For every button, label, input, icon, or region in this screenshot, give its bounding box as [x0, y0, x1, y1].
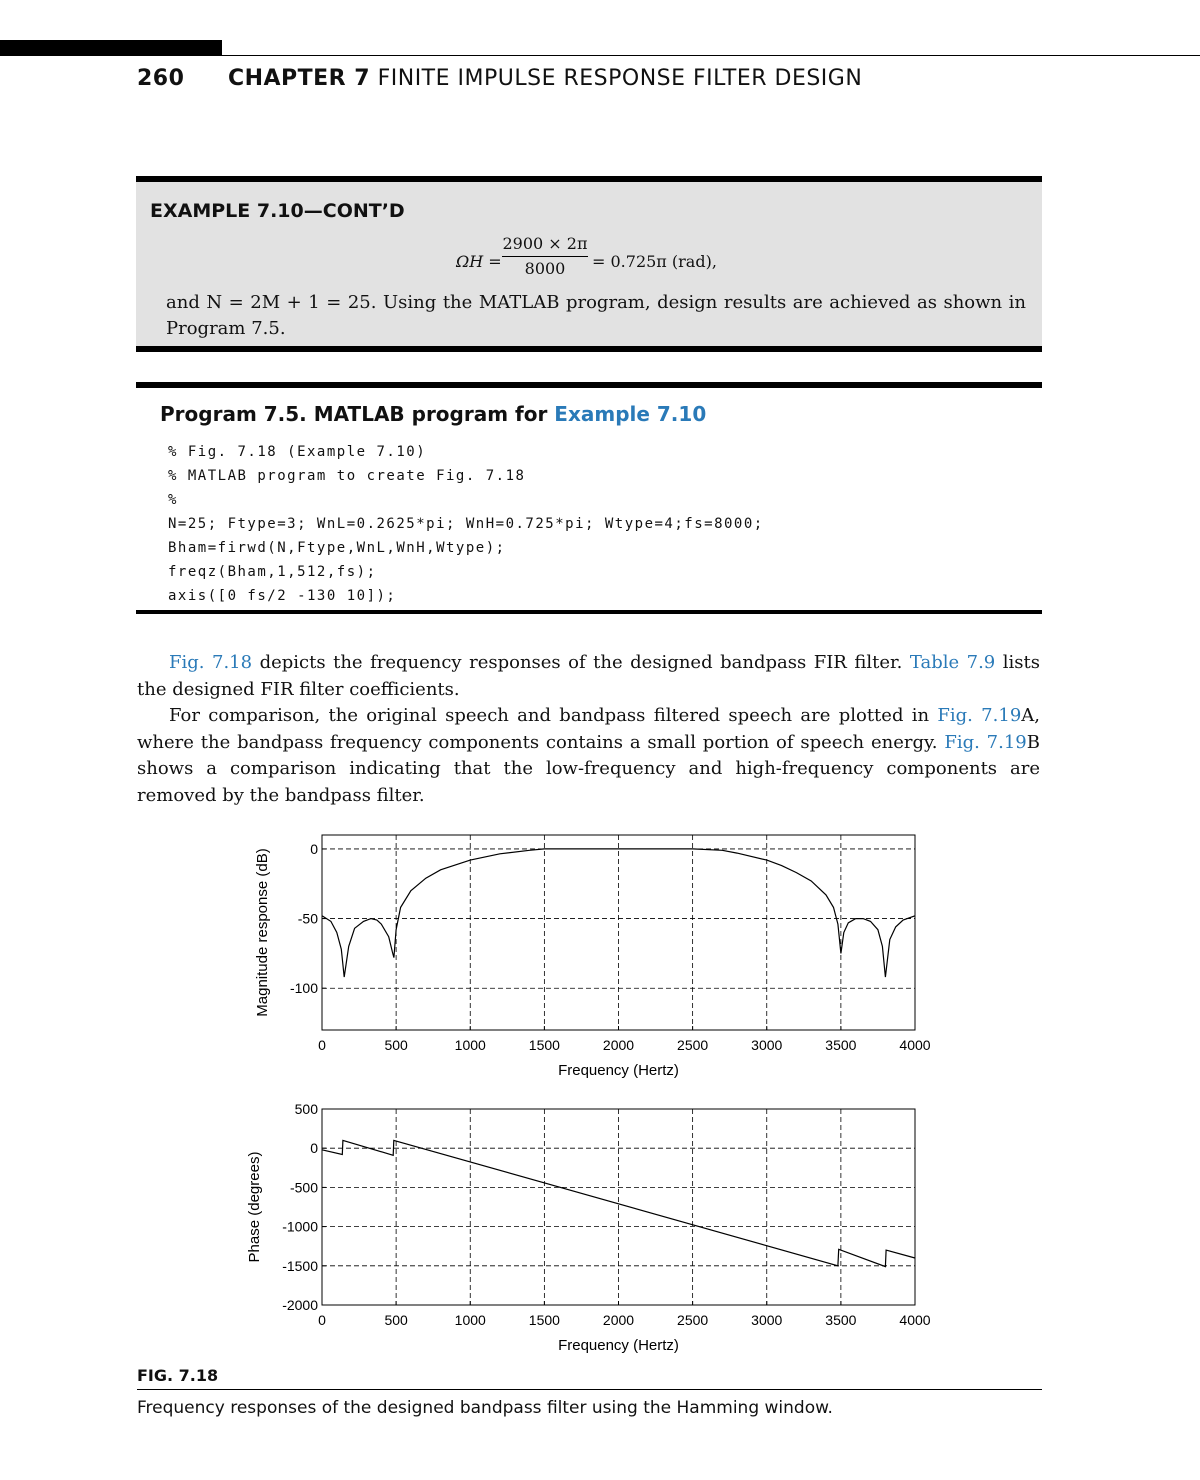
- x-tick-label: 0: [318, 1312, 326, 1328]
- chapter-title: FINITE IMPULSE RESPONSE FILTER DESIGN: [377, 66, 863, 91]
- x-tick-label: 4000: [899, 1037, 931, 1053]
- example-title: EXAMPLE 7.10—CONT’D: [150, 200, 405, 222]
- y-tick-label: -1500: [282, 1257, 318, 1274]
- plot-frame: [322, 835, 915, 1030]
- x-tick-label: 2000: [602, 1037, 635, 1053]
- x-tick-label: 1000: [454, 1312, 486, 1328]
- example-text: and N = 2M + 1 = 25. Using the MATLAB program, design results are achieved as shown in Program 7.5.: [166, 292, 1026, 339]
- x-tick-label: 1000: [454, 1037, 486, 1053]
- equation-lhs: ΩH =: [456, 252, 502, 271]
- equation-numerator: 2900 × 2π: [502, 234, 588, 257]
- y-tick-label: -1000: [282, 1218, 318, 1235]
- figure-label: FIG. 7.18: [137, 1366, 219, 1385]
- equation-denominator: 8000: [524, 259, 566, 278]
- x-tick-label: 500: [384, 1037, 408, 1053]
- header-rule: [222, 55, 1200, 56]
- paragraph-2: [137, 703, 1040, 809]
- paragraph-text: B shows a comparison indicating that the low-frequency and high-frequency components are removed by the bandpass filter.: [137, 731, 1040, 806]
- figure-caption: Frequency responses of the designed bandpass filter using the Hamming window.: [137, 1398, 833, 1418]
- y-tick-label: 0: [310, 1140, 318, 1157]
- y-tick-label: -2000: [282, 1297, 318, 1313]
- matlab-code: % Fig. 7.18 (Example 7.10) % MATLAB program to create Fig. 7.18 % N=25; Ftype=3; WnL=0.2625*pi; WnH=0.725*pi; Wtype=4;fs=8000; Bham=firwd(N,Ftype,WnL,WnH,Wtype); freqz(Bham,1,512,fs); axis([0 fs/2 -130 10]);: [168, 444, 764, 604]
- y-axis-label: Magnitude response (dB): [254, 848, 271, 1017]
- y-axis-label: Phase (degrees): [246, 1151, 263, 1263]
- paragraph-text: A, where the bandpass frequency components contains a small portion of speech energy.: [137, 705, 1040, 753]
- y-tick-label: 500: [294, 1101, 318, 1117]
- y-tick-label: -100: [289, 980, 318, 997]
- program-title: [160, 402, 706, 426]
- table-link[interactable]: Table 7.9: [909, 652, 996, 673]
- x-tick-label: 2000: [602, 1312, 635, 1328]
- fig-link[interactable]: Fig. 7.18: [169, 652, 253, 673]
- program-title-prefix: Program 7.5. MATLAB program for: [160, 402, 555, 426]
- paragraph-text: lists the designed FIR filter coefficients.: [137, 652, 1040, 700]
- chart-2: [246, 1101, 931, 1354]
- paragraph-text: depicts the frequency responses of the designed bandpass FIR filter.: [252, 652, 910, 673]
- y-tick-label: -50: [297, 910, 318, 927]
- x-tick-label: 4000: [899, 1312, 931, 1328]
- x-tick-label: 3500: [825, 1312, 857, 1328]
- x-tick-label: 1500: [528, 1037, 560, 1053]
- series-line: [322, 849, 915, 977]
- x-tick-label: 3000: [751, 1312, 783, 1328]
- fig-link[interactable]: Fig. 7.19: [944, 731, 1027, 753]
- x-tick-label: 3500: [825, 1037, 857, 1053]
- fig-link[interactable]: Fig. 7.19: [937, 705, 1022, 726]
- x-tick-label: 500: [384, 1312, 408, 1328]
- x-tick-label: 2500: [677, 1037, 709, 1053]
- chapter-label: CHAPTER 7: [227, 66, 371, 91]
- equation-fraction: [502, 234, 588, 278]
- equation-rhs: = 0.725π (rad),: [592, 252, 717, 271]
- body-text: [137, 650, 1040, 809]
- chart-1: [254, 835, 931, 1079]
- x-tick-label: 3000: [751, 1037, 783, 1053]
- y-tick-label: -500: [289, 1179, 318, 1196]
- program-box: [136, 382, 1042, 614]
- x-tick-label: 1500: [528, 1312, 560, 1328]
- series-line: [322, 1140, 915, 1266]
- figure-rule: [137, 1389, 1042, 1390]
- example-box: [136, 176, 1042, 352]
- x-tick-label: 2500: [677, 1312, 709, 1328]
- x-tick-label: 0: [318, 1037, 326, 1053]
- x-axis-label: Frequency (Hertz): [558, 1062, 679, 1079]
- example-link[interactable]: Example 7.10: [554, 402, 707, 426]
- plot-frame: [322, 1109, 915, 1305]
- page-number: 260: [137, 66, 185, 91]
- running-head: [137, 66, 862, 91]
- y-tick-label: 0: [310, 840, 318, 857]
- header-bar: [0, 40, 222, 56]
- paragraph-1: [137, 650, 1040, 703]
- paragraph-text: For comparison, the original speech and bandpass filtered speech are plotted in: [169, 705, 938, 726]
- x-axis-label: Frequency (Hertz): [558, 1337, 679, 1354]
